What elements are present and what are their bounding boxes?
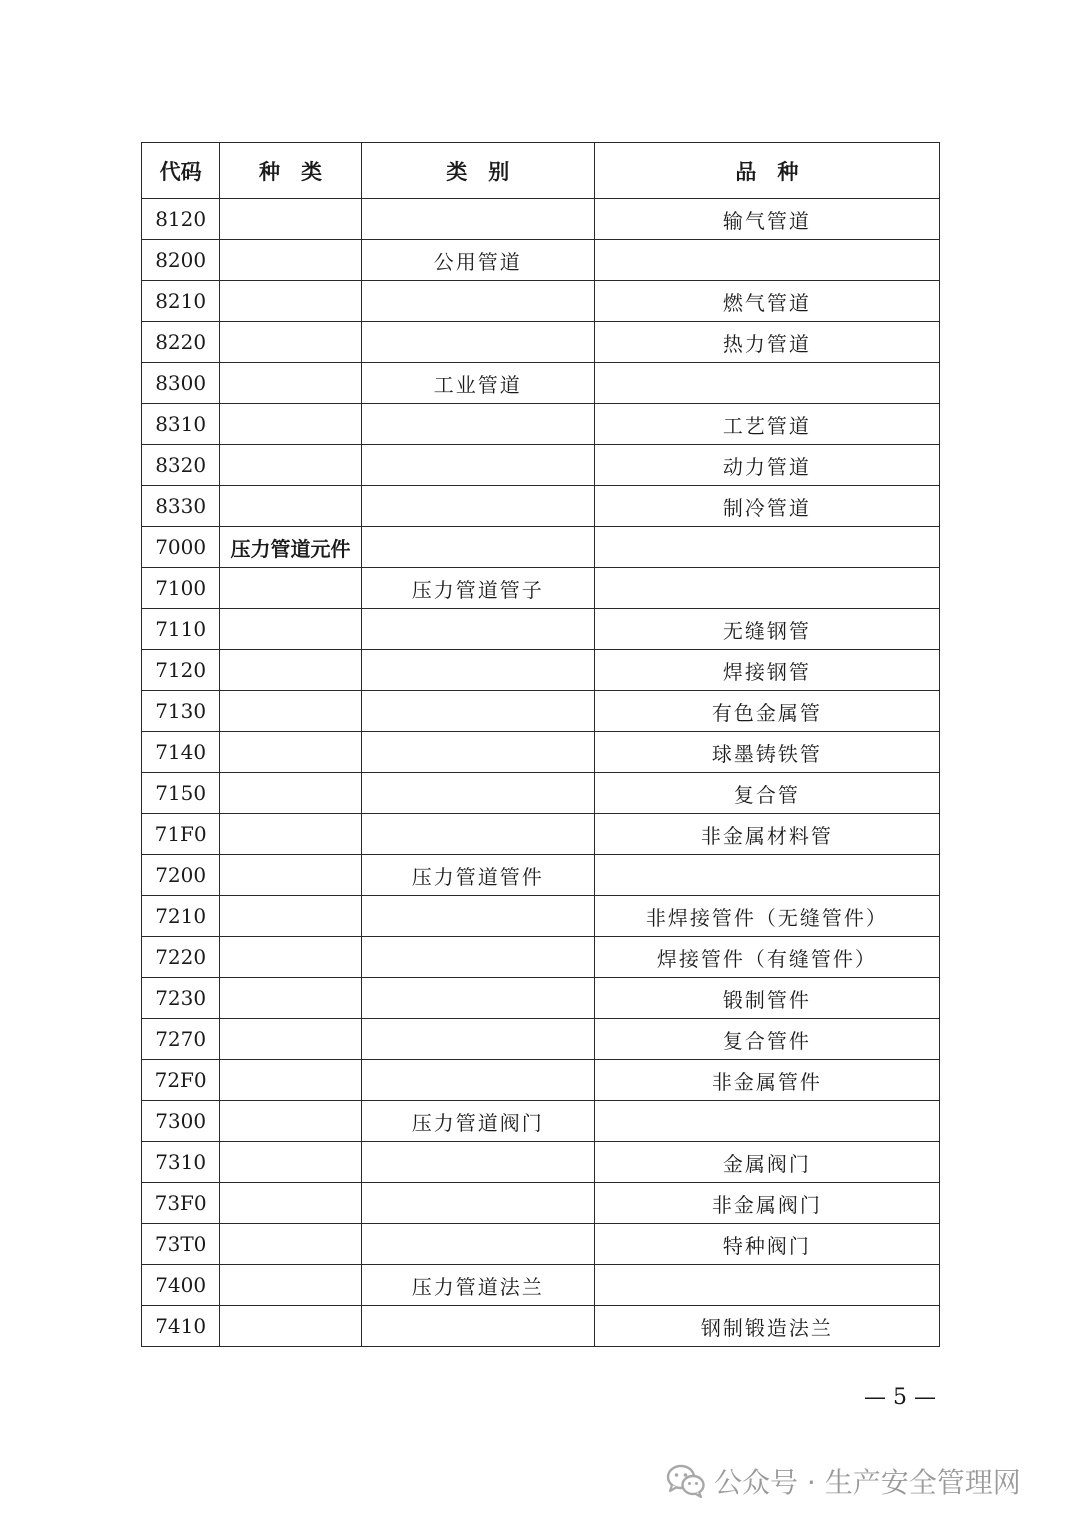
category-cell: [361, 322, 594, 363]
variety-cell: 热力管道: [594, 322, 939, 363]
category-cell: [361, 486, 594, 527]
code-cell: 8300: [142, 363, 220, 404]
category-cell: [361, 978, 594, 1019]
type-cell: [220, 650, 362, 691]
header-category: 类 别: [361, 143, 594, 199]
table-row: [142, 199, 940, 240]
category-cell: [361, 527, 594, 568]
table-row: [142, 1183, 940, 1224]
code-cell: 7270: [142, 1019, 220, 1060]
code-cell: 7210: [142, 896, 220, 937]
table-row: [142, 855, 940, 896]
variety-cell: [594, 240, 939, 281]
code-cell: 71F0: [142, 814, 220, 855]
table-row: [142, 609, 940, 650]
type-cell: [220, 814, 362, 855]
table-row: [142, 978, 940, 1019]
category-cell: 公用管道: [361, 240, 594, 281]
category-cell: [361, 1019, 594, 1060]
table-row: [142, 322, 940, 363]
table-row: [142, 1101, 940, 1142]
type-cell: [220, 1101, 362, 1142]
variety-cell: 复合管: [594, 773, 939, 814]
variety-cell: [594, 1101, 939, 1142]
table-row: [142, 240, 940, 281]
code-cell: 8220: [142, 322, 220, 363]
type-cell: [220, 363, 362, 404]
code-cell: 7150: [142, 773, 220, 814]
table-row: [142, 1306, 940, 1347]
table-row: [142, 773, 940, 814]
category-cell: [361, 1142, 594, 1183]
watermark: [666, 1458, 1021, 1504]
type-cell: [220, 1306, 362, 1347]
category-cell: 压力管道管件: [361, 855, 594, 896]
code-cell: 7140: [142, 732, 220, 773]
variety-cell: 球墨铸铁管: [594, 732, 939, 773]
variety-cell: 复合管件: [594, 1019, 939, 1060]
code-cell: 7200: [142, 855, 220, 896]
variety-cell: 焊接管件（有缝管件）: [594, 937, 939, 978]
category-cell: 工业管道: [361, 363, 594, 404]
type-cell: [220, 1019, 362, 1060]
code-cell: 8210: [142, 281, 220, 322]
table-row: [142, 1019, 940, 1060]
variety-cell: [594, 527, 939, 568]
category-cell: [361, 199, 594, 240]
category-cell: [361, 896, 594, 937]
variety-cell: 工艺管道: [594, 404, 939, 445]
variety-cell: [594, 568, 939, 609]
code-cell: 7220: [142, 937, 220, 978]
category-cell: [361, 773, 594, 814]
category-cell: [361, 937, 594, 978]
table-row: [142, 568, 940, 609]
code-cell: 72F0: [142, 1060, 220, 1101]
type-cell: 压力管道元件: [220, 527, 362, 568]
wechat-icon: [666, 1464, 706, 1498]
type-cell: [220, 896, 362, 937]
type-cell: [220, 1142, 362, 1183]
table-row: [142, 691, 940, 732]
category-cell: [361, 281, 594, 322]
table-row: [142, 1142, 940, 1183]
table-body: [142, 199, 940, 1347]
variety-cell: 金属阀门: [594, 1142, 939, 1183]
category-cell: [361, 732, 594, 773]
type-cell: [220, 322, 362, 363]
code-cell: 7300: [142, 1101, 220, 1142]
category-cell: [361, 1060, 594, 1101]
category-cell: [361, 1306, 594, 1347]
category-cell: [361, 1183, 594, 1224]
variety-cell: 钢制锻造法兰: [594, 1306, 939, 1347]
table-row: [142, 404, 940, 445]
code-cell: 8120: [142, 199, 220, 240]
code-cell: 73T0: [142, 1224, 220, 1265]
type-cell: [220, 240, 362, 281]
category-cell: 压力管道管子: [361, 568, 594, 609]
variety-cell: 动力管道: [594, 445, 939, 486]
code-cell: 7410: [142, 1306, 220, 1347]
type-cell: [220, 1183, 362, 1224]
type-cell: [220, 732, 362, 773]
category-cell: [361, 609, 594, 650]
variety-cell: 有色金属管: [594, 691, 939, 732]
code-cell: 8330: [142, 486, 220, 527]
category-cell: [361, 1224, 594, 1265]
code-cell: 7130: [142, 691, 220, 732]
code-cell: 8320: [142, 445, 220, 486]
type-cell: [220, 1060, 362, 1101]
table-row: [142, 281, 940, 322]
watermark-text: 公众号 · 生产安全管理网: [714, 1466, 1021, 1499]
category-cell: [361, 691, 594, 732]
type-cell: [220, 445, 362, 486]
table-row: [142, 1224, 940, 1265]
variety-cell: [594, 855, 939, 896]
type-cell: [220, 978, 362, 1019]
category-cell: [361, 445, 594, 486]
code-cell: 8310: [142, 404, 220, 445]
variety-cell: 输气管道: [594, 199, 939, 240]
category-cell: 压力管道法兰: [361, 1265, 594, 1306]
category-cell: [361, 404, 594, 445]
type-cell: [220, 609, 362, 650]
table-row: [142, 1265, 940, 1306]
table-row: [142, 1060, 940, 1101]
type-cell: [220, 486, 362, 527]
type-cell: [220, 404, 362, 445]
table-row: [142, 650, 940, 691]
code-cell: 7110: [142, 609, 220, 650]
type-cell: [220, 937, 362, 978]
table-header: [142, 143, 940, 199]
variety-cell: [594, 363, 939, 404]
category-cell: 压力管道阀门: [361, 1101, 594, 1142]
type-cell: [220, 281, 362, 322]
variety-cell: 燃气管道: [594, 281, 939, 322]
table-row: [142, 527, 940, 568]
type-cell: [220, 691, 362, 732]
header-type: 种 类: [220, 143, 362, 199]
table-row: [142, 937, 940, 978]
variety-cell: 焊接钢管: [594, 650, 939, 691]
code-cell: 8200: [142, 240, 220, 281]
variety-cell: 无缝钢管: [594, 609, 939, 650]
variety-cell: 非金属管件: [594, 1060, 939, 1101]
table-row: [142, 445, 940, 486]
category-cell: [361, 814, 594, 855]
code-cell: 7400: [142, 1265, 220, 1306]
header-variety: 品 种: [594, 143, 939, 199]
variety-cell: 非焊接管件（无缝管件）: [594, 896, 939, 937]
variety-cell: 锻制管件: [594, 978, 939, 1019]
table-row: [142, 363, 940, 404]
code-cell: 7120: [142, 650, 220, 691]
code-cell: 7310: [142, 1142, 220, 1183]
variety-cell: 非金属材料管: [594, 814, 939, 855]
code-cell: 7000: [142, 527, 220, 568]
type-cell: [220, 568, 362, 609]
table-row: [142, 814, 940, 855]
type-cell: [220, 773, 362, 814]
type-cell: [220, 1224, 362, 1265]
variety-cell: 非金属阀门: [594, 1183, 939, 1224]
type-cell: [220, 855, 362, 896]
page-number: — 5 —: [864, 1385, 936, 1410]
variety-cell: 制冷管道: [594, 486, 939, 527]
category-cell: [361, 650, 594, 691]
table-row: [142, 896, 940, 937]
table-row: [142, 486, 940, 527]
code-cell: 73F0: [142, 1183, 220, 1224]
code-cell: 7230: [142, 978, 220, 1019]
variety-cell: [594, 1265, 939, 1306]
variety-cell: 特种阀门: [594, 1224, 939, 1265]
type-cell: [220, 199, 362, 240]
equipment-catalog-table: [141, 142, 940, 1347]
header-row: [142, 143, 940, 199]
type-cell: [220, 1265, 362, 1306]
header-code: 代码: [142, 143, 220, 199]
code-cell: 7100: [142, 568, 220, 609]
table-row: [142, 732, 940, 773]
